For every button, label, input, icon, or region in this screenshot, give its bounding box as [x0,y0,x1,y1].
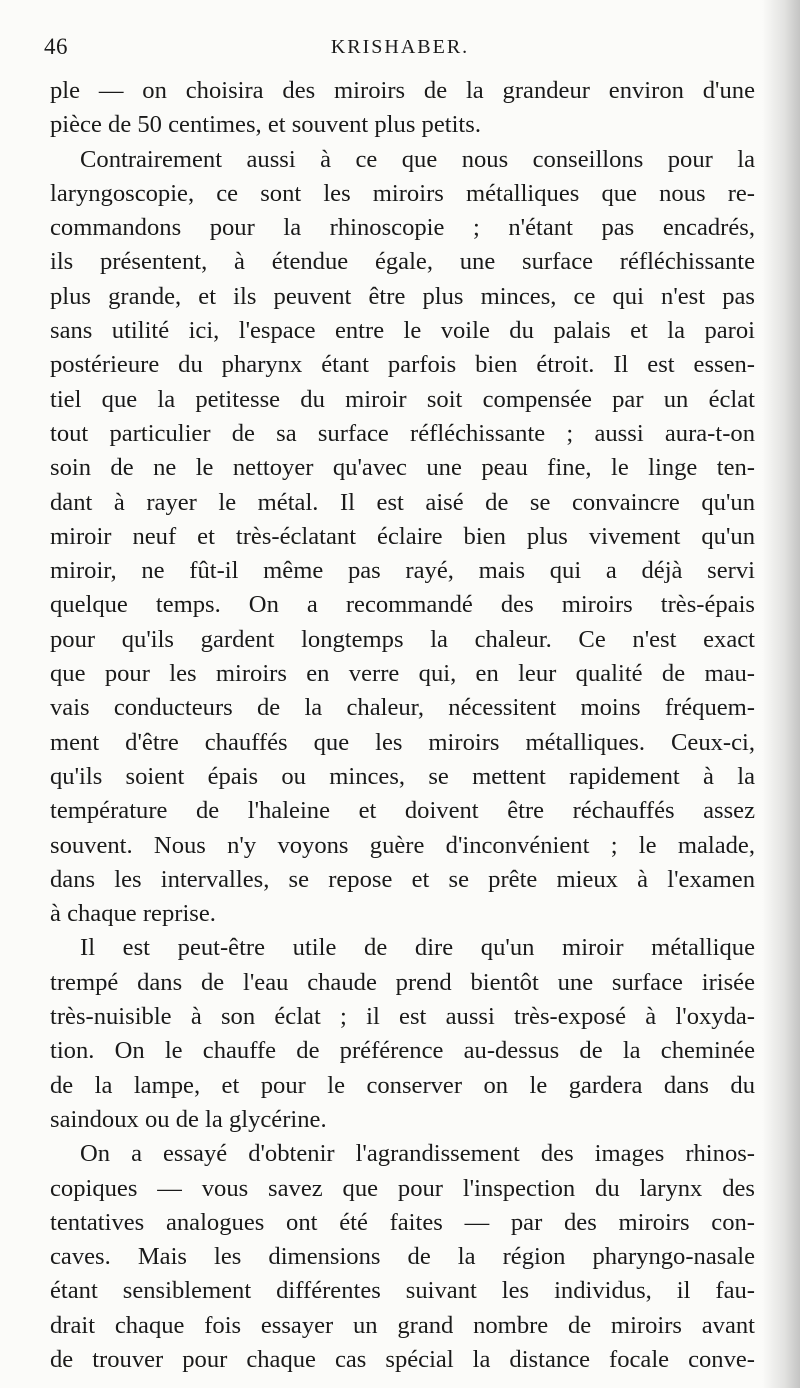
text-line: miroir neuf et très-éclatant éclaire bien plus vivement qu'un [50,522,755,550]
text-line: que pour les miroirs en verre qui, en leur qualité de mau- [50,660,755,688]
text-line: quelque temps. On a recommandé des miroirs très-épais [50,591,755,619]
page-edge-shadow [762,0,800,1388]
text-line: pièce de 50 centimes, et souvent plus petits. [50,111,481,139]
text-line: tentatives analogues ont été faites — par des miroirs con- [50,1208,755,1236]
text-line: température de l'haleine et doivent être réchauffés assez [50,797,755,825]
page-number: 46 [44,34,68,59]
text-line: souvent. Nous n'y voyons guère d'inconvénient ; le malade, [50,831,755,859]
text-line: de la lampe, et pour le conserver on le gardera dans du [50,1071,755,1099]
text-line: à chaque reprise. [50,900,216,928]
text-line: plus grande, et ils peuvent être plus minces, ce qui n'est pas [50,282,755,310]
text-line: sans utilité ici, l'espace entre le voile du palais et la paroi [50,317,755,345]
text-line: Il est peut-être utile de dire qu'un miroir métallique [80,934,755,962]
text-line: commandons pour la rhinoscopie ; n'étant pas encadrés, [50,214,755,242]
text-line: tiel que la petitesse du miroir soit compensée par un éclat [50,385,755,413]
text-line: vais conducteurs de la chaleur, nécessitent moins fréquem- [50,694,755,722]
text-line: caves. Mais les dimensions de la région pharyngo-nasale [50,1243,755,1271]
text-line: ple — on choisira des miroirs de la grandeur environ d'une [50,77,755,104]
page-header [40,34,760,68]
text-line: étant sensiblement différentes suivant les individus, il fau- [50,1277,755,1305]
text-line: tion. On le chauffe de préférence au-dessus de la cheminée [50,1037,755,1065]
text-line: On a essayé d'obtenir l'agrandissement des images rhinos- [80,1140,755,1168]
text-line: Contrairement aussi à ce que nous conseillons pour la [80,145,755,173]
text-line: saindoux ou de la glycérine. [50,1105,327,1133]
text-line: postérieure du pharynx étant parfois bien étroit. Il est essen- [50,351,755,379]
body-text [50,74,755,1377]
text-line: copiques — vous savez que pour l'inspection du larynx des [50,1174,755,1202]
text-line: miroir, ne fût-il même pas rayé, mais qui a déjà servi [50,557,755,585]
text-line: dant à rayer le métal. Il est aisé de se convaincre qu'un [50,488,755,516]
text-line: ils présentent, à étendue égale, une surface réfléchissante [50,248,755,276]
running-head: KRISHABER. [330,36,470,58]
text-line: très-nuisible à son éclat ; il est aussi très-exposé à l'oxyda- [50,1003,755,1031]
text-line: drait chaque fois essayer un grand nombre de miroirs avant [50,1311,755,1339]
text-line: dans les intervalles, se repose et se prête mieux à l'examen [50,865,755,893]
text-line: de trouver pour chaque cas spécial la distance focale conve- [50,1345,755,1373]
text-line: soin de ne le nettoyer qu'avec une peau fine, le linge ten- [50,454,755,482]
text-line: trempé dans de l'eau chaude prend bientôt une surface irisée [50,968,755,996]
text-line: laryngoscopie, ce sont les miroirs métalliques que nous re- [50,179,755,207]
text-line: ment d'être chauffés que les miroirs métalliques. Ceux-ci, [50,728,755,756]
text-line: pour qu'ils gardent longtemps la chaleur. Ce n'est exact [50,625,755,653]
text-line: qu'ils soient épais ou minces, se mettent rapidement à la [50,762,755,790]
text-line: tout particulier de sa surface réfléchissante ; aussi aura-t-on [50,419,755,447]
